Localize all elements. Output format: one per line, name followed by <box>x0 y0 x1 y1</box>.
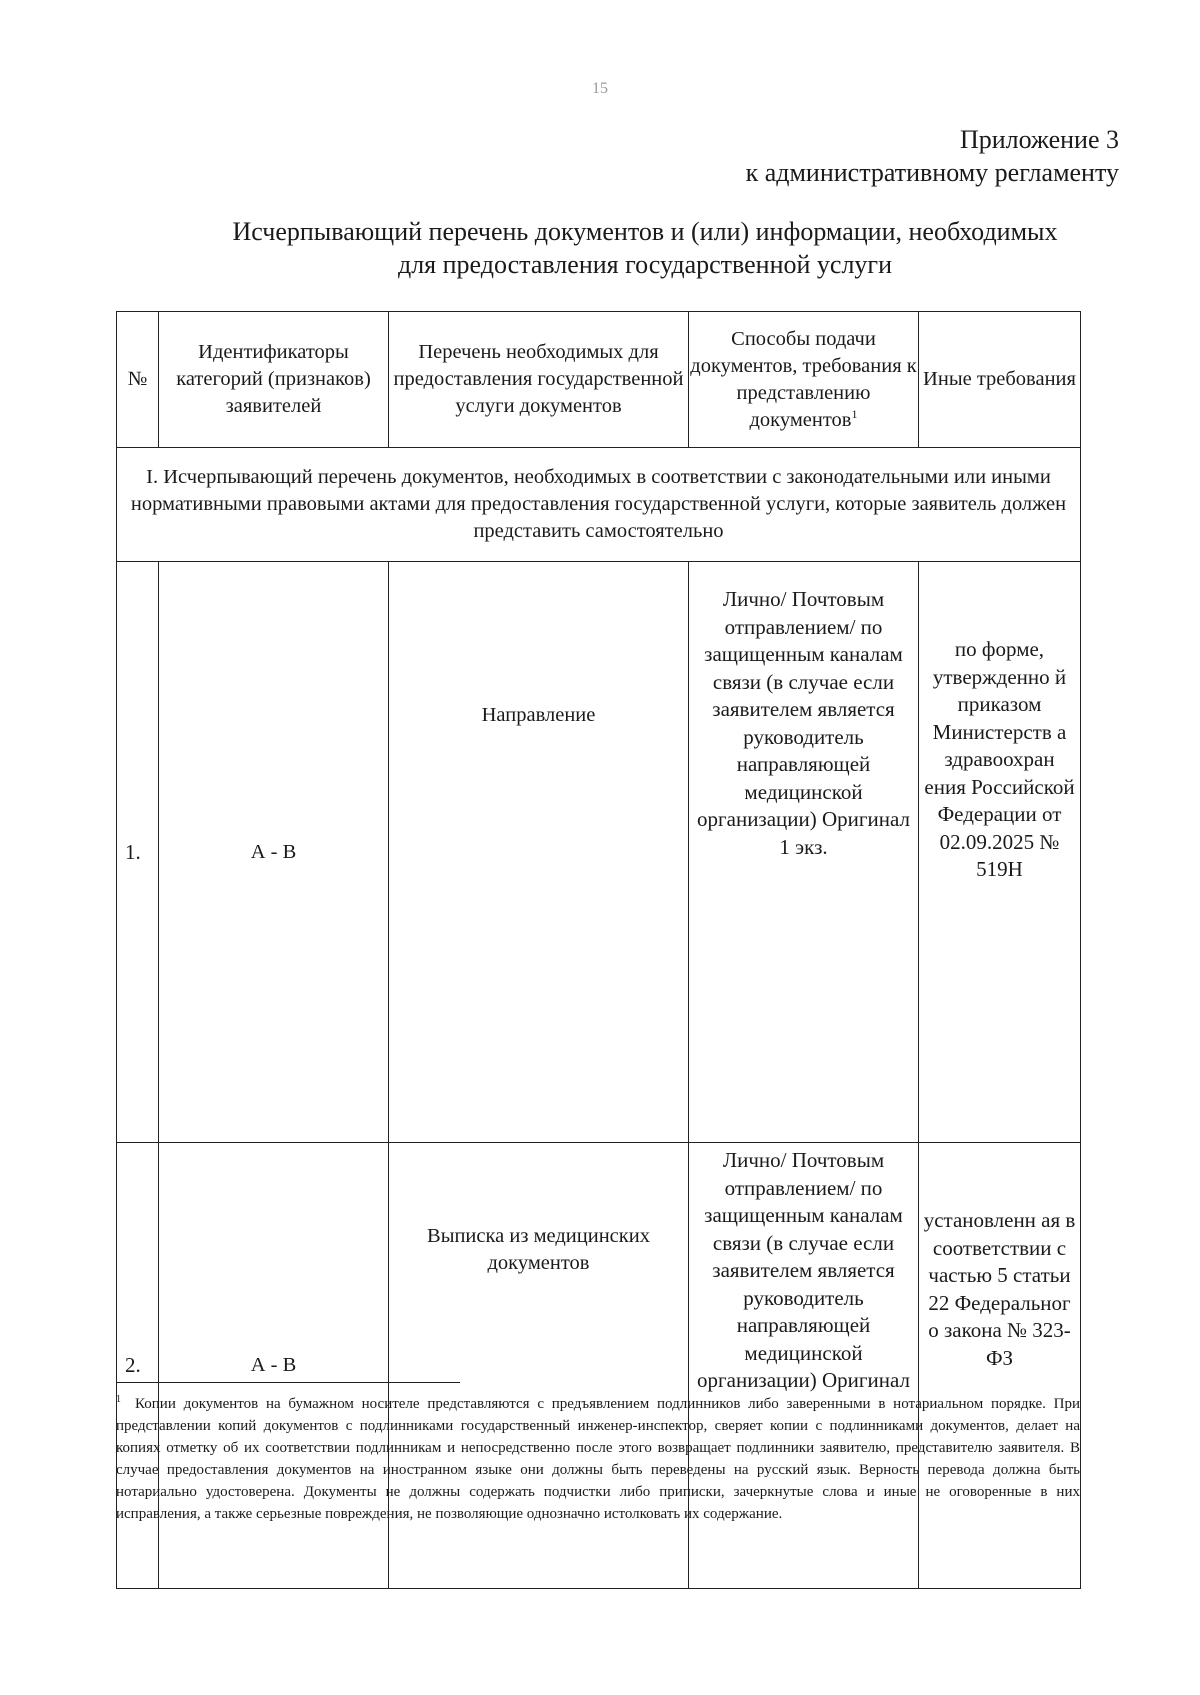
document-title <box>150 215 1140 281</box>
annex-title: Приложение 3 <box>959 125 1119 154</box>
header-identifiers: Идентификаторы категорий (признаков) заявителей <box>159 312 389 448</box>
page-number: 15 <box>592 80 608 97</box>
row-num: 1. <box>117 562 159 1143</box>
row-category: А - В <box>159 562 389 1143</box>
row-document: Направление <box>389 562 689 1143</box>
header-other: Иные требования <box>919 312 1081 448</box>
footnote <box>116 1393 1080 1525</box>
annex-subtitle: к административному регламенту <box>745 158 1119 187</box>
table-row <box>117 562 1081 1143</box>
row-num: 2. <box>117 1143 159 1589</box>
row-method: Лично/ Почтовым отправлением/ по защищенным каналам связи (в случае если заявителем является руководитель направляющей медицинской организации) Оригинал 1 экз. <box>689 562 919 1143</box>
row-document: Выписка из медицинских документов <box>389 1143 689 1589</box>
row-other: по форме, утвержденно й приказом Министерств а здравоохран ения Российской Федерации от 02.09.2025 № 519Н <box>919 562 1081 1143</box>
footnote-reference: 1 <box>851 406 858 421</box>
header-num: № <box>117 312 159 448</box>
header-documents: Перечень необходимых для предоставления государственной услуги документов <box>389 312 689 448</box>
footnote-divider <box>116 1382 460 1383</box>
footnote-mark: 1 <box>116 1394 121 1405</box>
row-other: установленн ая в соответствии с частью 5 статьи 22 Федеральног о закона № 323-ФЗ <box>919 1143 1081 1589</box>
section-row <box>117 448 1081 562</box>
document-title-line-2: для предоставления государственной услуги <box>397 250 893 279</box>
row-method: Лично/ Почтовым отправлением/ по защищенным каналам связи (в случае если заявителем является руководитель направляющей медицинской организации) Оригинал <box>689 1143 919 1589</box>
section-title: I. Исчерпывающий перечень документов, необходимых в соответствии с законодательными или иными нормативными правовыми актами для предоставления государственной услуги, которые заявитель должен представить самостоятельно <box>117 448 1081 562</box>
footnote-text: Копии документов на бумажном носителе представляются с предъявлением подлинников либо заверенными в нотариальном порядке. При представлении копий документов с подлинниками государственный инженер-инспектор, сверяет копии с подлинниками документов, делает на копиях отметку об их соответствии подлинникам и непосредственно после этого возвращает подлинники заявителю, представителю заявителя. В случае предоставления документов на иностранном языке они должны быть переведены на русский язык. Верность перевода должна быть нотариально удостоверена. Документы не должны содержать подчистки либо приписки, зачеркнутые слова и иные не оговоренные в них исправления, а также серьезные повреждения, не позволяющие однозначно истолковать их содержание. <box>116 1396 1080 1522</box>
header-methods-text: Способы подачи документов, требования к представлению документов <box>690 327 917 431</box>
table-header-row <box>117 312 1081 448</box>
annex-reference <box>746 123 1119 189</box>
row-category: А - В <box>159 1143 389 1589</box>
document-title-line-1: Исчерпывающий перечень документов и (или) информации, необходимых <box>232 217 1058 246</box>
header-methods <box>689 312 919 448</box>
